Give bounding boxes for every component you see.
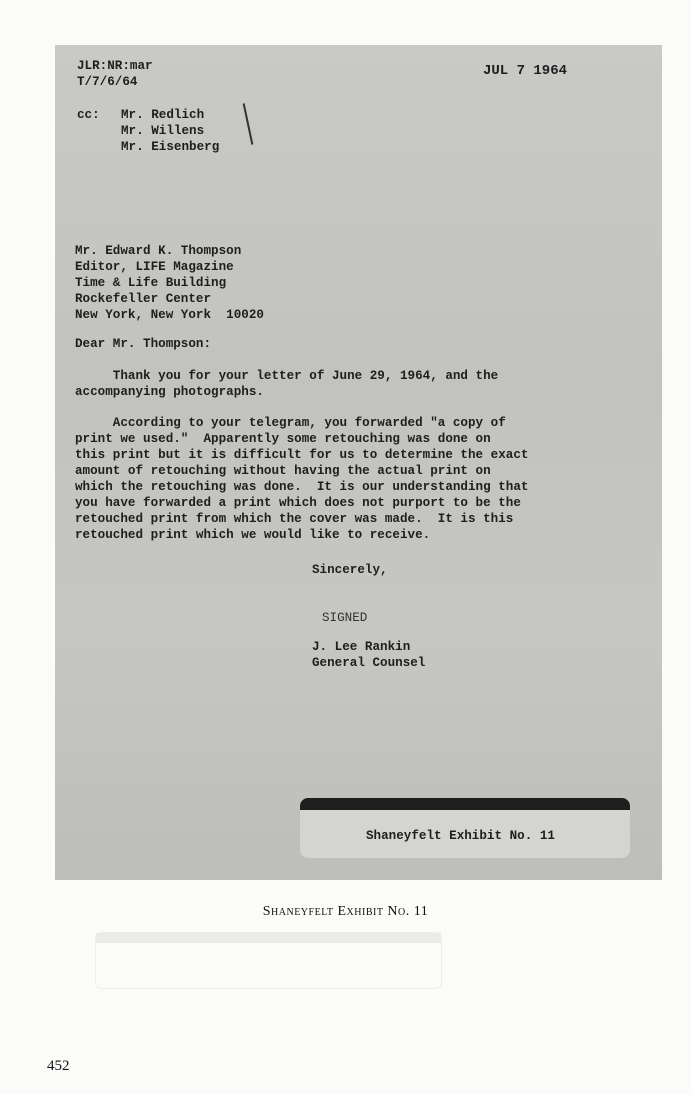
reference-initials: JLR:NR:mar	[77, 59, 153, 73]
body-line: retouched print from which the cover was made. It is this	[75, 512, 514, 526]
signer-title: General Counsel	[312, 656, 426, 670]
body-line: According to your telegram, you forwarded "a copy of	[75, 416, 506, 430]
body-line: amount of retouching without having the actual print on	[75, 464, 491, 478]
exhibit-label-text: Shaneyfelt Exhibit No. 11	[366, 829, 555, 843]
figure-caption: Shaneyfelt Exhibit No. 11	[262, 904, 429, 919]
salutation: Dear Mr. Thompson:	[75, 337, 212, 351]
address-line: Mr. Edward K. Thompson	[75, 244, 242, 258]
closing: Sincerely,	[312, 563, 388, 577]
label-bar	[300, 798, 630, 810]
bleed-through	[95, 932, 442, 989]
signed-note: SIGNED	[322, 611, 368, 625]
address-line: New York, New York 10020	[75, 308, 264, 322]
address-line: Editor, LIFE Magazine	[75, 260, 234, 274]
body-line: Thank you for your letter of June 29, 1964, and the	[75, 369, 499, 383]
cc-recipient: Mr. Eisenberg	[121, 140, 220, 154]
cc-label: cc:	[77, 108, 100, 122]
page-number: 452	[47, 1058, 70, 1074]
body-line: accompanying photographs.	[75, 385, 264, 399]
body-line: print we used." Apparently some retouching was done on	[75, 432, 491, 446]
body-line: this print but it is difficult for us to determine the exact	[75, 448, 529, 462]
address-line: Rockefeller Center	[75, 292, 212, 306]
signer-name: J. Lee Rankin	[312, 640, 411, 654]
cc-recipient: Mr. Willens	[121, 124, 205, 138]
typed-date-code: T/7/6/64	[77, 75, 138, 89]
address-line: Time & Life Building	[75, 276, 227, 290]
exhibit-label	[300, 798, 630, 858]
body-line: which the retouching was done. It is our understanding that	[75, 480, 529, 494]
letter-photograph	[55, 45, 662, 880]
cc-recipient: Mr. Redlich	[121, 108, 205, 122]
pen-mark	[243, 103, 254, 144]
stamped-date: JUL 7 1964	[483, 63, 568, 79]
body-line: you have forwarded a print which does not purport to be the	[75, 496, 521, 510]
body-line: retouched print which we would like to receive.	[75, 528, 431, 542]
